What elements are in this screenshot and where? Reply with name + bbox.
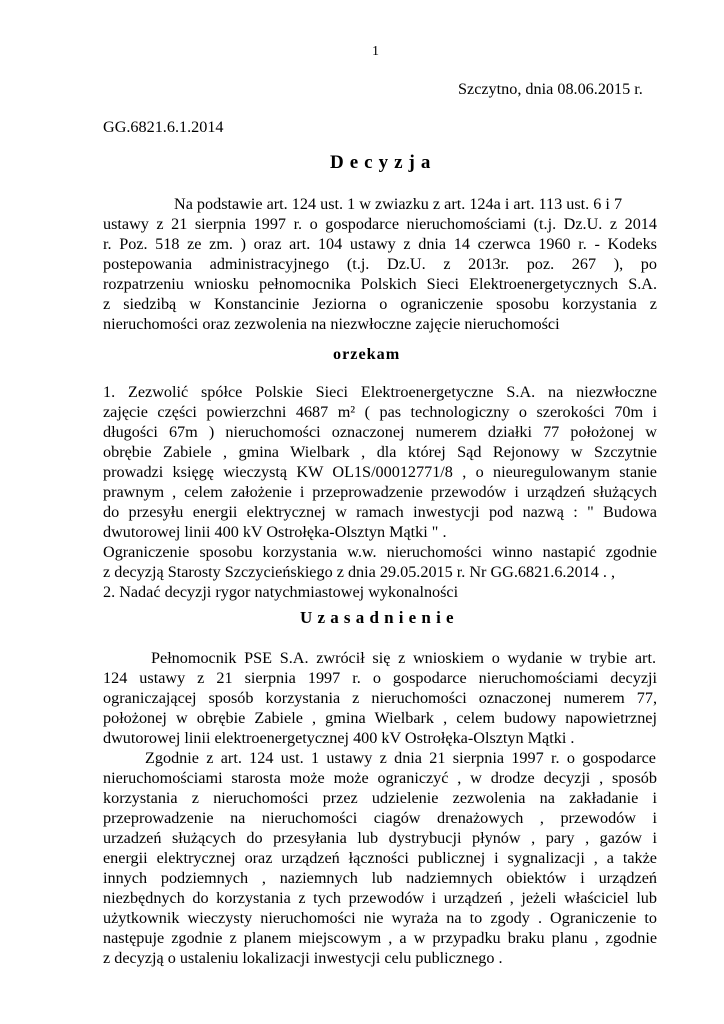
document-title: Decyzja [330, 152, 437, 173]
intro-line: rozpatrzeniu wniosku pełnomocnika Polskich Sieci Elektroenergetycznych S.A. [103, 275, 657, 293]
justification-line: Pełnomocnik PSE S.A. zwrócił się z wnioskiem o wydanie w trybie art. [151, 649, 656, 667]
justification-line: nieruchomościami starosta może może ograniczyć , w drodze decyzji , sposób [103, 769, 657, 787]
justification-line: użytkownik wieczysty nieruchomości nie wyraża na to zgody . Ograniczenie to [103, 909, 657, 927]
case-reference: GG.6821.6.1.2014 [103, 118, 224, 136]
decision-line: Ograniczenie sposobu korzystania w.w. nieruchomości winno nastapić zgodnie [103, 543, 657, 561]
page-number: 1 [372, 44, 379, 59]
justification-line: 124 ustawy z 21 sierpnia 1997 r. o gospodarce nieruchomościami decyzji [103, 669, 657, 687]
justification-line: położonej w obrębie Zabiele , gmina Wielbark , celem budowy napowietrznej [103, 709, 657, 727]
decision-line: dwutorowej linii 400 kV Ostrołęka-Olsztyn Mątki " . [103, 523, 447, 541]
decision-line: obrębie Zabiele , gmina Wielbark , dla której Sąd Rejonowy w Szczytnie [103, 443, 657, 461]
justification-line: energii elektrycznej oraz urządzeń łączności publicznej i sygnalizacji , a także [103, 849, 657, 867]
justification-heading: Uzasadnienie [300, 608, 459, 627]
ruling-heading: orzekam [333, 345, 401, 363]
decision-line: prawnym , celem założenie i przeprowadzenie przewodów i urządzeń służących [103, 483, 657, 501]
decision-line: do przesyłu energii elektrycznej w ramach inwestycji pod nazwą : " Budowa [103, 503, 657, 521]
justification-line: ograniczającej sposób korzystania z nieruchomości oznaczonej numerem 77, [103, 689, 657, 707]
justification-line: następuje zgodnie z planem miejscowym , a w przypadku braku planu , zgodnie [103, 929, 657, 947]
justification-line: korzystania z nieruchomości przez udzielenie zezwolenia na zakładanie i [103, 789, 657, 807]
justification-line: przeprowadzenie na nieruchomości ciagów drenażowych , przewodów i [103, 809, 657, 827]
justification-line: Zgodnie z art. 124 ust. 1 ustawy z dnia 21 sierpnia 1997 r. o gospodarce [145, 749, 656, 767]
decision-line: długości 67m ) nieruchomości oznaczonej numerem działki 77 położonej w [103, 423, 657, 441]
justification-line: niezbędnych do korzystania z tych przewodów i urządzeń , jeżeli właściciel lub [103, 889, 657, 907]
intro-line: ustawy z 21 sierpnia 1997 r. o gospodarce nieruchomościami (t.j. Dz.U. z 2014 [103, 215, 657, 233]
decision-line: z decyzją Starosty Szczycieńskiego z dnia 29.05.2015 r. Nr GG.6821.6.2014 . , [103, 563, 616, 581]
justification-line: innych podziemnych , naziemnych lub nadziemnych obiektów i urządzeń [103, 869, 657, 887]
decision-line: 2. Nadać decyzji rygor natychmiastowej wykonalności [103, 583, 459, 601]
intro-line: nieruchomości oraz zezwolenia na niezwłoczne zajęcie nieruchomości [103, 315, 560, 333]
intro-line: z siedzibą w Konstancinie Jeziorna o ograniczenie sposobu korzystania z [103, 295, 657, 313]
place-and-date: Szczytno, dnia 08.06.2015 r. [458, 80, 643, 98]
decision-line: 1. Zezwolić spółce Polskie Sieci Elektroenergetyczne S.A. na niezwłoczne [103, 383, 657, 401]
justification-line: z decyzją o ustaleniu lokalizacji inwestycji celu publicznego . [103, 949, 503, 967]
intro-line: Na podstawie art. 124 ust. 1 w zwiazku z art. 124a i art. 113 ust. 6 i 7 [174, 195, 623, 213]
decision-line: zajęcie części powierzchni 4687 m² ( pas technologiczny o szerokości 70m i [103, 403, 657, 421]
decision-line: prowadzi księgę wieczystą KW OL1S/00012771/8 , o nieuregulowanym stanie [103, 463, 657, 481]
intro-line: r. Poz. 518 ze zm. ) oraz art. 104 ustawy z dnia 14 czerwca 1960 r. - Kodeks [103, 235, 657, 253]
intro-line: postepowania administracyjnego (t.j. Dz.U. z 2013r. poz. 267 ), po [103, 255, 657, 273]
justification-line: urzadzeń służących do przesyłania lub dystrybucji płynów , pary , gazów i [103, 829, 657, 847]
justification-line: dwutorowej linii elektroenergetycznej 400 kV Ostrołęka-Olsztyn Mątki . [103, 729, 575, 747]
